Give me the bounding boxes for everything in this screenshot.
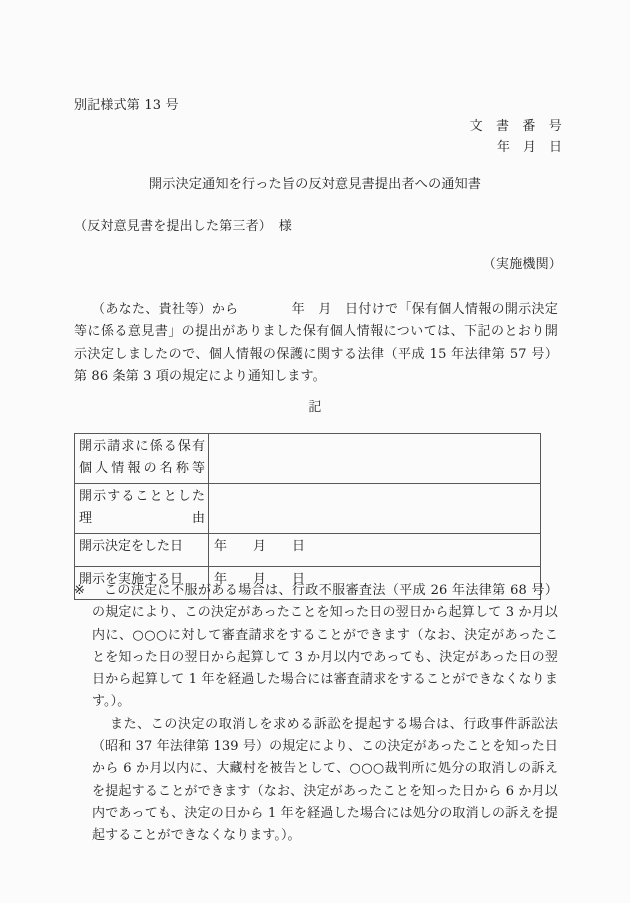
- table-row-label: 開示を実施する日: [79, 572, 184, 587]
- issuing-organ: （実施機関）: [482, 257, 562, 272]
- table-row-value-cell[interactable]: 年 月 日: [209, 567, 541, 600]
- kisai-marker: 記: [308, 400, 322, 415]
- body-paragraph: （あなた、貴社等）から 年 月 日付けで「保有個人情報の開示決定等に係る意見書」の提出がありました保有個人情報については、下記のとおり開示決定しましたので、個人情報の保護に関する法律（平成 15 年法律第 57 号）第 86 条第 3 項の規定により通知します。: [74, 302, 558, 385]
- document-date-label: 年 月 日: [496, 140, 562, 155]
- document-meta-block: [470, 116, 562, 158]
- form-number: 別記様式第 13 号: [74, 98, 179, 113]
- table-row-label: 開示請求に係る保有個人情報の名称等: [79, 439, 205, 476]
- table-row-label: 開示することとした理由: [79, 489, 205, 526]
- table-row: [75, 434, 541, 484]
- disclosure-table: [74, 433, 541, 600]
- table-row-label-cell: [75, 434, 209, 484]
- note-appeal: [74, 580, 558, 714]
- table-row-label: 開示決定をした日: [79, 539, 184, 554]
- table-row: [75, 534, 541, 567]
- table-row-value-cell[interactable]: [209, 434, 541, 484]
- table-row: [75, 484, 541, 534]
- table-row-label-cell: [75, 484, 209, 534]
- recipient-line: （反対意見書を提出した第三者） 様: [74, 219, 292, 234]
- table-row-value-cell[interactable]: 年 月 日: [209, 534, 541, 567]
- table-row-label-cell: [75, 534, 209, 567]
- note-marker-icon: ※: [74, 583, 85, 598]
- table-body: [75, 434, 541, 600]
- page-title: 開示決定通知を行った旨の反対意見書提出者への通知書: [148, 177, 482, 192]
- note-lawsuit-text: また、この決定の取消しを求める訴訟を提起する場合は、行政事件訴訟法（昭和 37 年法律第 139 号）の規定により、この決定があったことを知った日から 6 か月以内に、大藏村を被告として、○○○裁判所に処分の取消しの訴えを提起することができます（なお、決定があったことを知った日から 6 か月以内であっても、決定の日から 1 年を経過した場合には処分の取消しの訴えを提起することができなくなります。）。: [92, 716, 558, 844]
- table-row-value-cell[interactable]: [209, 484, 541, 534]
- note-lawsuit: [74, 714, 558, 848]
- document-number-label: 文 書 番 号: [469, 119, 562, 134]
- note-appeal-text: この決定に不服がある場合は、行政不服審査法（平成 26 年法律第 68 号）の規定により、この決定があったことを知った日の翌日から起算して 3 か月以内に、○○○に対して審査請求をすることができます（なお、決定があったことを知った日の翌日から起算して 3 か月以内であっても、決定があった日の翌日から起算して 1 年を経過した場合には審査請求をすることができなくなります。）。: [92, 583, 558, 710]
- notes-section: [74, 580, 558, 848]
